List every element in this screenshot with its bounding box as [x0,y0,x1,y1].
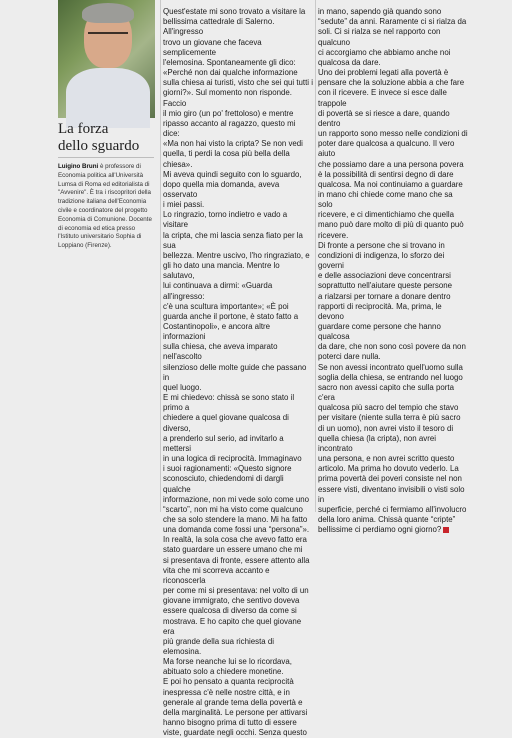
byline-divider [58,157,154,158]
article-column-1-text: Quest'estate mi sono trovato a visitare la bellissima cattedrale di Salerno. All'ingresso trovo un giovane che faceva semplicemente l'elemosina. Spontaneamente gli dico: «Perché non dai qualche informazione sulla chiesa ai turisti, visto che sei qui tutti i giorni?». Sul momento non risponde. Faccio il mio giro (un po' frettoloso) e mentre ripasso accanto al ragazzo, questo mi dice: «Ma non hai visto la cripta? Se non vedi quella, ti perdi la cosa più bella della chiesa». Mi aveva quindi seguito con lo sguardo, dopo quella mia domanda, aveva osservato i miei passi. Lo ringrazio, torno indietro e vado a visitare la cripta, che mi lascia senza fiato per la sua bellezza. Mentre uscivo, l'ho ringraziato, e gli ho dato una mancia. Mentre lo salutavo, lui continuava a dirmi: «Guarda all'ingresso: c'è una scultura importante»; «È poi guarda anche il portone, è stato fatto a Costantinopoli», e ancora altre informazioni sulla chiesa, che aveva imparato nell'ascolto silenzioso delle molte guide che passano in quel luogo. E mi chiedevo: chissà se sono stato il primo a chiedere a quel giovane qualcosa di diverso, a prenderlo sul serio, ad invitarlo a mettersi in una logica di reciprocità. Immaginavo i suoi ragionamenti: «Questo signore sconosciuto, chiedendomi di dargli qualche informazione, non mi vede solo come uno “scarto”, non mi ha visto come qualcuno che sa solo stendere la mano. Mi ha fatto una domanda come fossi una “persona”». In realtà, la sola cosa che avevo fatto era stato guardare un essere umano che mi si presentava di fronte, essere attento alla vita che mi scorreva accanto e riconoscerla per come mi si presentava: nel volto di un giovane immigrato, che sentivo doveva essere qualcosa di diverso da come si mostrava. E ho capito che quel giovane era più grande della sua richiesta di elemosina. Ma forse neanche lui se lo ricordava, abituato solo a chiedere monetine. E poi ho pensato a quanta reciprocità inespressa c'è nelle nostre città, e in generale al grande tema della povertà e della marginalità. Le persone per attivarsi hanno bisogno prima di tutto di essere viste, guardate negli occhi. Senza questo [163,7,313,738]
article-heading: La forza dello sguardo [58,121,140,154]
column-divider [160,0,161,512]
end-of-article-icon [443,527,449,533]
column-divider [315,0,316,512]
author-bio [58,163,155,251]
article-column-1 [163,0,313,738]
author-name: Luigino Bruni [58,163,99,170]
article-column-2 [318,0,468,535]
author-photo [58,0,155,118]
author-bio-text: è professore di Economia politica all'Università Lumsa di Roma ed editorialista di "Avvenire". È tra i riscopritori della tradizione italiana dell'Economia civile e coordinatore del progetto Economia di Comunione. Docente di economia ed etica presso l'Istituto universitario Sophia di Loppiano (Firenze). [58,163,152,250]
article-column-2-text: in mano, sapendo già quando sono “sedute” da anni. Raramente ci si rialza da soli. Ci si rialza se nel rapporto con qualcuno ci accorgiamo che abbiamo anche noi qualcosa da dare. Uno dei problemi legati alla povertà è pensare che la soluzione abbia a che fare con il ricevere. E invece si esce dalle trappole di povertà se si riesce a dare, quando dentro un rapporto sono messo nelle condizioni di poter dare qualcosa a qualcuno. Il vero aiuto che possiamo dare a una persona povera è la possibilità di sentirsi degno di dare qualcosa. Ma noi continuiamo a guardare in mano chi chiede come mano che sa solo ricevere, e ci dimentichiamo che quella mano può dare molto di più di quanto può ricevere. Di fronte a persone che si trovano in condizioni di indigenza, lo sforzo dei governi e delle associazioni deve concentrarsi soprattutto nell'aiutare queste persone a rialzarsi per tornare a donare dentro rapporti di reciprocità. Ma, prima, le devono guardare come persone che hanno qualcosa da dare, che non sono così povere da non poterci dare nulla. Se non avessi incontrato quell'uomo sulla soglia della chiesa, se entrando nel luogo sacro non avessi capito che sulla porta c'era qualcosa più sacro del tempio che stavo per visitare (niente sulla terra è più sacro di un uomo), non avrei visto il tesoro di quella chiesa (la cripta), non avrei incontrato una persona, e non avrei scritto questo articolo. Ma prima ho dovuto vederlo. La prima povertà dei poveri consiste nel non essere visti, diventano invisibili o visti solo in superficie, perché ci fermiamo all'involucro della loro anima. Chissà quante “cripte” bellissime ci perdiamo ogni giorno? [318,7,468,535]
page-margin [470,0,512,512]
